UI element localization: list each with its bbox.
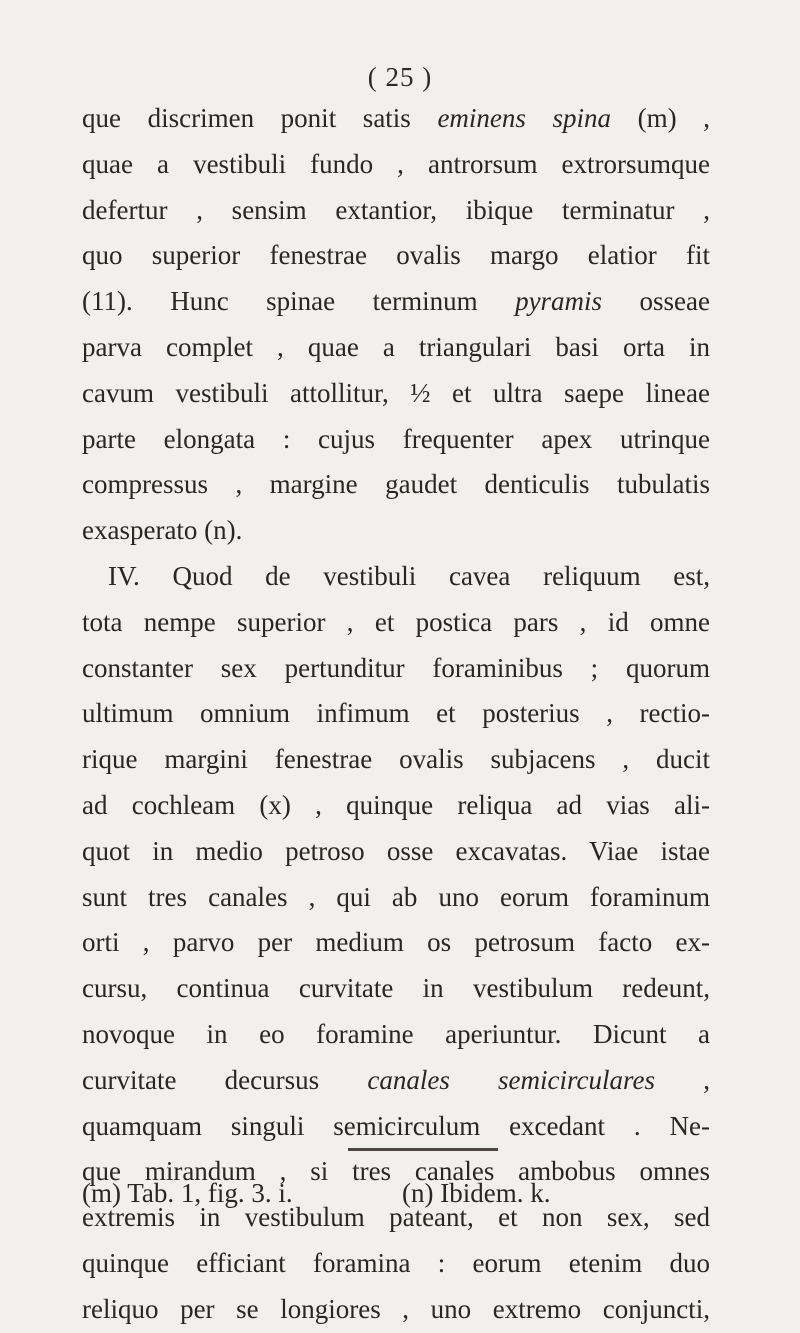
text-run: que mirandum , si tres canales ambobus omnes [82,1156,710,1187]
text-run: novoque in eo foramine aperiuntur. Dicunt a [82,1018,710,1049]
text-run: reliquo per se longiores , uno extremo conjuncti, [82,1293,710,1324]
text-run: ad cochleam (x) , quinque reliqua ad vias ali- [82,789,710,820]
text-line [82,96,710,142]
text-run: sunt tres canales , qui ab uno eorum foraminum [82,881,710,912]
text-run: quot in medio petroso osse excavatas. Viae istae [82,835,710,866]
text-run: IV. Quod de vestibuli cavea reliquum est, [108,560,710,591]
text-run: orti , parvo per medium os petrosum facto ex- [82,927,710,958]
text-line [82,737,710,783]
text-run: parva complet , quae a triangulari basi orta in [82,331,710,362]
footnote-separator [348,1148,498,1151]
text-run: extremis in vestibulum pateant, et non sex, sed [82,1202,710,1233]
text-run: defertur , sensim extantior, ibique terminatur , [82,194,710,225]
text-line [82,920,710,966]
text-run: quinque efficiant foramina : eorum etenim duo [82,1247,710,1278]
text-run: , [655,1064,710,1095]
text-line [82,1058,710,1104]
text-line [82,1012,710,1058]
italic-term: pyramis [515,286,603,317]
footnote-n: (n) Ibidem. k. [402,1178,551,1208]
text-run: exasperato (n). [82,515,243,546]
text-run: rique margini fenestrae ovalis subjacens , ducit [82,744,710,775]
text-line [82,188,710,234]
italic-term: eminens spina [437,103,612,133]
text-run: quo superior fenestrae ovalis margo elatior fit [82,240,710,271]
text-run: curvitate decursus [82,1064,368,1095]
italic-term: canales semicirculares [367,1064,656,1095]
text-run: (11). Hunc spinae terminum [82,286,516,317]
text-line [82,875,710,921]
text-line [82,783,710,829]
text-run: parte elongata : cujus frequenter apex utrinque [82,423,710,454]
text-run: cursu, continua curvitate in vestibulum redeunt, [82,973,710,1004]
text-line [82,233,710,279]
text-run: osseae [602,286,710,317]
text-line [82,1241,710,1287]
text-run: compressus , margine gaudet denticulis tubulatis [82,469,710,500]
text-line [82,829,710,875]
text-run: ultimum omnium infimum et posterius , rectio- [82,698,710,729]
text-line [82,1287,710,1333]
text-run: tota nempe superior , et postica pars , id omne [82,606,710,637]
text-line [82,462,710,508]
text-line [82,508,710,554]
page-number: ( 25 ) [367,62,433,92]
text-run: quamquam singuli semicirculum excedant . Ne- [82,1110,710,1141]
text-line [82,142,710,188]
text-run: que discrimen ponit satis [82,103,438,133]
text-line [82,966,710,1012]
text-line [82,325,710,371]
text-line [82,1104,710,1150]
footnote-m: (m) Tab. 1, fig. 3. i. [82,1178,293,1208]
text-line [82,279,710,325]
text-line [82,554,710,600]
text-line [82,646,710,692]
text-run: constanter sex pertunditur foraminibus ; quorum [82,652,710,683]
text-line [82,371,710,417]
text-line [82,600,710,646]
text-run: cavum vestibuli attollitur, ½ et ultra saepe lineae [82,377,710,408]
text-line [82,417,710,463]
text-line [82,691,710,737]
text-run: quae a vestibuli fundo , antrorsum extrorsumque [82,148,710,179]
text-run: (m) , [611,103,710,133]
footnotes [82,1178,722,1209]
